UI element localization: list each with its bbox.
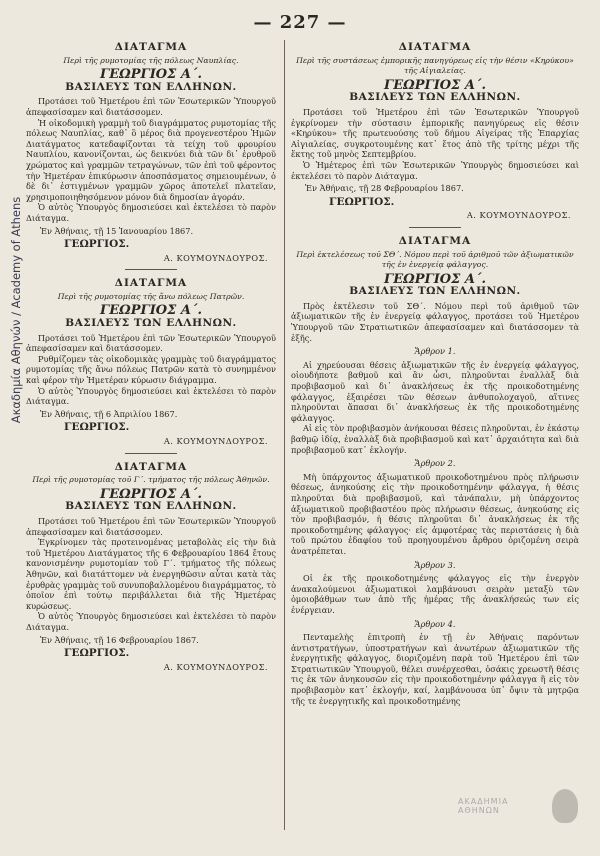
minister-signature: Α. ΚΟΥΜΟΥΝΔΟΥΡΟΣ. (163, 436, 268, 446)
decree-paragraph: Ὁ Ἡμέτερος ἐπὶ τῶν Ἐσωτερικῶν Ὑπουργὸς δημοσιεύσει καὶ ἐκτελέσει τὸ παρὸν Διάταγμα. (291, 159, 579, 181)
king-name: ΓΕΩΡΓΙΟΣ Α΄. (100, 67, 202, 83)
royal-signature: ΓΕΩΡΓΙΟΣ. (64, 238, 130, 251)
article-paragraph: Αἱ χηρεύουσαι θέσεις ἀξιωματικῶν τῆς ἐν ἐνεργείᾳ φάλαγγος, οἱουδήποτε βαθμοῦ καὶ ἂν ὦσι, πληροῦνται ἐναλλὰξ διὰ προβιβασμοῦ καὶ δι᾽ ἀνακλήσεως ἐκ τῆς προικοδοτημένης φάλαγγος, ἐξαιρέσει τῶν θέσεων ἀνθυπολοχαγοῦ, αἵτινες πληροῦνται ἅπασαι δι᾽ ἀνακλήσεως ἐκ τῆς προικοδοτημένης φάλαγγος. (291, 359, 579, 423)
stamp-text: ΑΚΑΔΗΜΙΑ ΑΘΗΝΩΝ (458, 797, 509, 815)
library-stamp (458, 784, 578, 828)
decree-paragraph: Ρυθμίζομεν τὰς οἰκοδομικὰς γραμμὰς τοῦ διαγράμματος ρυμοτομίας τῆς ἄνω πόλεως Πατρῶν κατὰ τὸ συνημμένον καὶ φέρον τὴν Ἡμετέραν κύρωσιν διάγραμμα. (26, 353, 276, 386)
decree-paragraph: Προτάσει τοῦ Ἡμετέρου ἐπὶ τῶν Ἐσωτερικῶν Ὑπουργοῦ ἀπεφασίσαμεν καὶ διατάσσομεν. (26, 332, 276, 354)
king-title: ΒΑΣΙΛΕΥΣ ΤΩΝ ΕΛΛΗΝΩΝ. (349, 91, 521, 104)
article-heading: Ἄρθρον 4. (414, 618, 456, 629)
decree-paragraph: Προτάσει τοῦ Ἡμετέρου ἐπὶ τῶν Ἐσωτερικῶν Ὑπουργοῦ ἐγκρίνομεν τὴν σύστασιν ἐμπορικῆς πανηγύρεως εἰς θέσιν «Κηρύκου» τῆς πρωτευούσης τοῦ δήμου Αἰγείρας τῆς Ἐπαρχίας Αἰγιαλείας, συγκροτουμένης κατ᾽ ἔτος ἀπὸ τῆς τρίτης μέχρι τῆς ἕκτης τοῦ μηνὸς Σεπτεμβρίου. (291, 106, 579, 160)
decree-title: ΔΙΑΤΑΓΜΑ (114, 277, 188, 290)
separator-rule (125, 453, 177, 454)
decree-date: Ἐν Ἀθήναις, τῇ 28 Φεβρουαρίου 1867. (305, 183, 464, 194)
decree-title: ΔΙΑΤΑΓΜΑ (114, 460, 188, 473)
minister-signature: Α. ΚΟΥΜΟΥΝΔΟΥΡΟΣ. (163, 661, 268, 672)
decree-4 (291, 42, 579, 221)
decree-paragraph: Ἡ οἰκοδομικὴ γραμμὴ τοῦ διαγράμματος ρυμοτομίας τῆς πόλεως Ναυπλίας, καθ᾽ ὃ μέρος διὰ προγενεστέρου Ἡμῶν Διατάγματος κατεδαφίζονται τὰ τείχη τοῦ φρουρίου Ναυπλίου, κανονίζονται, ὡς δεικνύει διὰ τῶν δι᾽ ἐρυθροῦ χρώματος καὶ γραμμῶν τετραγώνων, τῶν ἐπὶ τοῦ φέροντος τὴν Ἡμετέραν ἐπικύρωσιν ἀποσπάσματος σημειουμένων, ὁ δὲ δι᾽ ἐστιγμένων γραμμῶν χῶρος ἀποτελεῖ πλατεῖαν, χρησιμοποιηθησόμενον μόνον διὰ δημοσίαν ἀγοράν. (26, 117, 276, 202)
decree-date: Ἐν Ἀθήναις, τῇ 16 Φεβρουαρίου 1867. (40, 634, 199, 645)
royal-signature: ΓΕΩΡΓΙΟΣ. (329, 195, 395, 208)
decree-date: Ἐν Ἀθήναις, τῇ 6 Ἀπριλίου 1867. (40, 408, 178, 419)
king-title: ΒΑΣΙΛΕΥΣ ΤΩΝ ΕΛΛΗΝΩΝ. (65, 80, 237, 93)
article-paragraph: Πενταμελὴς ἐπιτροπὴ ἐν τῇ ἐν Ἀθήναις παρόντων ἀντιστρατήγων, ὑποστρατήγων καὶ ἀνωτέρων ἀξιωματικῶν τῆς ἐνεργητικῆς φάλαγγος, διοριζομένη παρὰ τοῦ Ἡμετέρου ἐπὶ τῶν Στρατιωτικῶν Ὑπουργοῦ, θέλει συνέρχεσθαι, ὁσάκις χρεωστῆ θέσις τις ἐκ τῶν ἀνηκουσῶν εἰς τὴν προικοδοτημένην φάλαγγα ἢ εἰς τὸν προβιβασμὸν κατ᾽ ἐκλογήν, καί, λαμβάνουσα ὑπ᾽ ὄψιν τὰ μητρῷα τῆς τε ἐνεργητικῆς καὶ προικοδοτημένης (291, 632, 579, 706)
article-paragraph: Οἱ ἐκ τῆς προικοδοτημένης φάλαγγος εἰς τὴν ἐνεργὸν ἀνακαλούμενοι ἀξιωματικοὶ λαμβάνουσι σειρὰν μεταξὺ τῶν ὁμοιοβάθμων των ἀπὸ τῆς ἡμέρας τῆς ἀνακλήσεώς των εἰς ἐνέργειαν. (291, 573, 579, 615)
decree-date: Ἐν Ἀθήναις, τῇ 15 Ἰανουαρίου 1867. (40, 225, 194, 236)
decree-5 (291, 236, 579, 706)
decree-paragraph: Ὁ αὐτὸς Ὑπουργὸς δημοσιεύσει καὶ ἐκτελέσει τὸ παρὸν Διάταγμα. (26, 385, 276, 407)
decree-subtitle: Περὶ τῆς ρυμοτομίας τῆς πόλεως Ναυπλίας. (63, 55, 239, 65)
king-name: ΓΕΩΡΓΙΟΣ Α΄. (100, 486, 202, 502)
article-heading: Ἄρθρον 1. (414, 346, 456, 357)
king-title: ΒΑΣΙΛΕΥΣ ΤΩΝ ΕΛΛΗΝΩΝ. (349, 285, 521, 298)
king-title: ΒΑΣΙΛΕΥΣ ΤΩΝ ΕΛΛΗΝΩΝ. (65, 317, 237, 330)
king-name: ΓΕΩΡΓΙΟΣ Α΄. (384, 77, 486, 93)
decree-3 (26, 462, 276, 673)
decree-subtitle: Περὶ τῆς ρυμοτομίας τοῦ Γ΄. τμήματος τῆς πόλεως Ἀθηνῶν. (32, 475, 270, 485)
king-name: ΓΕΩΡΓΙΟΣ Α΄. (384, 271, 486, 287)
decree-subtitle: Περὶ τῆς συστάσεως ἐμπορικῆς πανηγύρεως εἰς τὴν θέσιν «Κηρύκου» τῆς Αἰγιαλείας. (296, 55, 574, 76)
decree-paragraph: Προτάσει τοῦ Ἡμετέρου ἐπὶ τῶν Ἐσωτερικῶν Ὑπουργοῦ ἀπεφασίσαμεν καὶ διατάσσομεν. (26, 96, 276, 117)
separator-rule (409, 227, 461, 228)
decree-paragraph: Ὁ αὐτὸς Ὑπουργὸς δημοσιεύσει καὶ ἐκτελέσει τὸ παρὸν Διάταγμα. (26, 202, 276, 223)
decree-paragraph: Ὁ αὐτὸς Ὑπουργὸς δημοσιεύσει καὶ ἐκτελέσει τὸ παρὸν Διάταγμα. (26, 611, 276, 632)
article-heading: Ἄρθρον 2. (414, 458, 456, 469)
decree-intro: Πρὸς ἐκτέλεσιν τοῦ ΣΘ΄. Νόμου περὶ τοῦ ἀριθμοῦ τῶν ἀξιωματικῶν τῆς ἐν ἐνεργείᾳ φάλαγγος, προτάσει τοῦ Ἡμετέρου Ὑπουργοῦ τῶν Στρατιωτικῶν ἀπεφασίσαμεν καὶ διατάσσομεν τὰ ἑξῆς. (291, 300, 579, 343)
right-column (291, 40, 579, 711)
page-number: — 227 — (253, 12, 347, 33)
royal-signature: ΓΕΩΡΓΙΟΣ. (64, 421, 130, 434)
side-watermark-text: Ακαδημία Αθηνών / Academy of Athens (9, 196, 24, 424)
decree-title: ΔΙΑΤΑΓΜΑ (398, 234, 472, 247)
article-paragraph: Αἱ εἰς τὸν προβιβασμὸν ἀνήκουσαι θέσεις πληροῦνται, ἐν ἑκάστῳ βαθμῷ ἰδίᾳ, ἐναλλὰξ διὰ προβιβασμοῦ καὶ κατ᾽ ἀρχαιότητα καὶ διὰ προβιβασμοῦ κατ᾽ ἐκλογήν. (291, 423, 579, 455)
decree-2 (26, 278, 276, 446)
separator-rule (125, 269, 177, 270)
king-name: ΓΕΩΡΓΙΟΣ Α΄. (100, 303, 202, 319)
decree-subtitle: Περὶ τῆς ρυμοτομίας τῆς ἄνω πόλεως Πατρῶν. (57, 291, 245, 301)
minister-signature: Α. ΚΟΥΜΟΥΝΔΟΥΡΟΣ. (466, 210, 571, 221)
article-paragraph: Μὴ ὑπάρχοντος ἀξιωματικοῦ προικοδοτημένου πρὸς πλήρωσιν θέσεως, ἀνηκούσης εἰς τὴν προικοδοτημένην φάλαγγα, ἡ θέσις πληροῦται διὰ προβιβασμοῦ, καὶ τἀνάπαλιν, μὴ ὑπάρχοντος ἀξιωματικοῦ προβιβαστέου πρὸς πλήρωσιν θέσεως, ἀνηκούσης εἰς τὸν προβιβασμόν, ἡ θέσις πληροῦται δι᾽ ἀνακλήσεως ἐκ τῆς προικοδοτημένης φάλαγγος· εἰς ἀμφοτέρας τὰς περιστάσεις ἡ διὰ τοῦ πρώτου ἐδαφίου τοῦ προηγουμένου ἄρθρου ὁριζομένη σειρὰ ἀνατρέπεται. (291, 471, 579, 556)
decree-paragraph: Ἐγκρίνομεν τὰς προτεινομένας μεταβολὰς εἰς τὴν διὰ τοῦ Ἡμετέρου Διατάγματος τῆς 6 Φεβρουαρίου 1864 ἔτους κανονισμένην ρυμοτομίαν τοῦ Γ΄. τμήματος τῆς πόλεως Ἀθηνῶν, καὶ διατάττομεν νὰ ἐνεργηθῶσιν αὗται κατὰ τὰς ἐρυθρὰς γραμμὰς τοῦ συνυποβαλλομένου διαγράμματος, τὸ ὁποῖον ἐπὶ τούτῳ περιβάλλεται διὰ τῆς Ἡμετέρας κυρώσεως. (26, 537, 276, 611)
decree-subtitle: Περὶ ἐκτελέσεως τοῦ ΣΘ΄. Νόμου περὶ τοῦ ἀριθμοῦ τῶν ἀξιωματικῶν τῆς ἐν ἐνεργείᾳ φάλαγγος. (296, 249, 574, 270)
minister-signature: Α. ΚΟΥΜΟΥΝΔΟΥΡΟΣ. (163, 252, 268, 263)
side-watermark (6, 30, 26, 590)
decree-title: ΔΙΑΤΑΓΜΑ (398, 41, 472, 53)
royal-signature: ΓΕΩΡΓΙΟΣ. (64, 647, 130, 660)
decree-1 (26, 42, 276, 263)
decree-paragraph: Προτάσει τοῦ Ἡμετέρου ἐπὶ τῶν Ἐσωτερικῶν Ὑπουργοῦ ἀπεφασίσαμεν καὶ διατάσσομεν. (26, 515, 276, 537)
king-title: ΒΑΣΙΛΕΥΣ ΤΩΝ ΕΛΛΗΝΩΝ. (65, 500, 237, 513)
column-divider (284, 40, 285, 830)
decree-title: ΔΙΑΤΑΓΜΑ (114, 41, 188, 53)
athena-bust-icon (552, 789, 578, 823)
left-column (26, 40, 276, 677)
article-heading: Ἄρθρον 3. (414, 559, 456, 570)
